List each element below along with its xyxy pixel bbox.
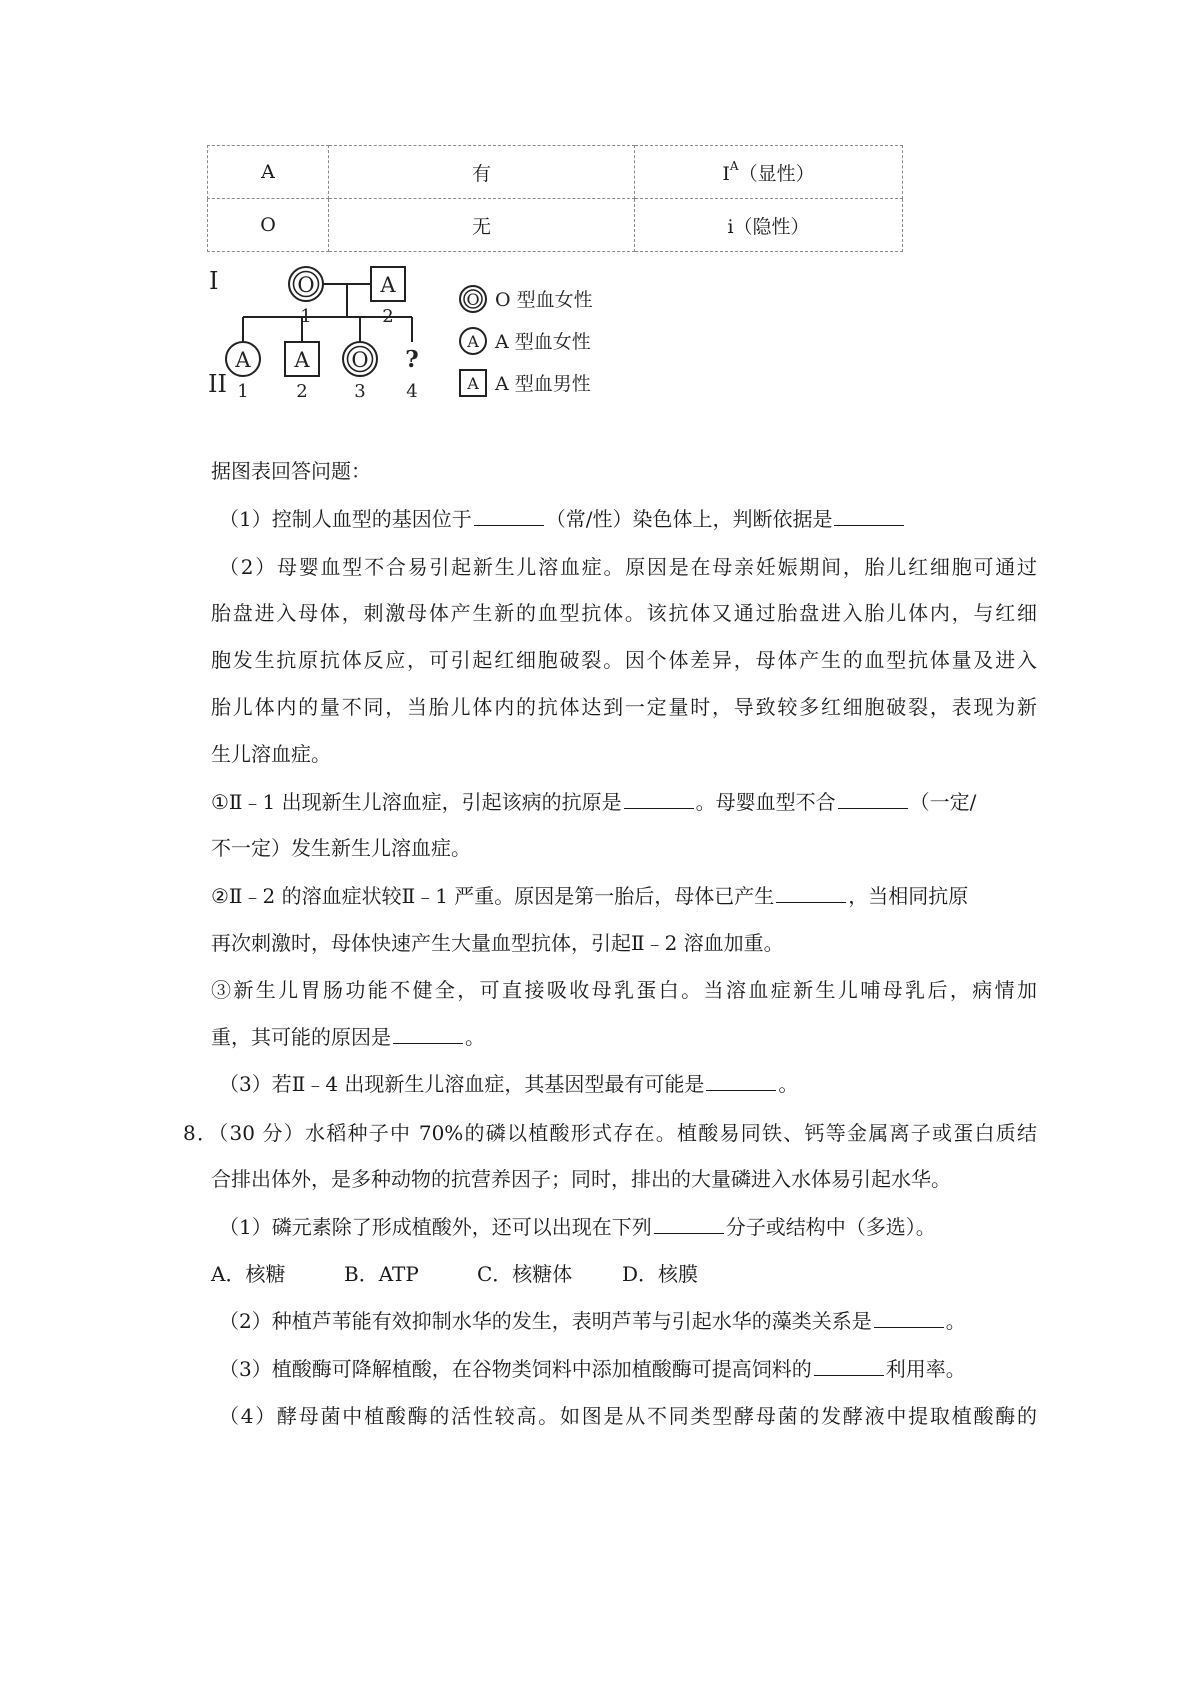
sub-question-1: ①Ⅱ﹣1 出现新生儿溶血症，引起该病的抗原是 。母婴血型不合 （一定/	[211, 790, 977, 814]
svg-text:A: A	[235, 348, 251, 372]
sub-question-2: ②Ⅱ﹣2 的溶血症状较Ⅱ﹣1 严重。原因是第一胎后，母体已产生 ，当相同抗原	[211, 884, 969, 908]
pedigree-number: 2	[296, 381, 308, 402]
question-1: （1）控制人血型的基因位于 （常/性）染色体上，判断依据是	[219, 506, 906, 532]
pedigree-number: 2	[382, 306, 394, 327]
sub-question-1-cont: 不一定）发生新生儿溶血症。	[211, 836, 471, 860]
question-2-line: 胎盘进入母体，刺激母体产生新的血型抗体。该抗体又通过胎盘进入胎儿体内，与红细	[211, 601, 1037, 625]
question-2-line: 胞发生抗原抗体反应，可引起红细胞破裂。因个体差异，母体产生的血型抗体量及进入	[211, 648, 1037, 672]
sub-question-3: ③新生儿胃肠功能不健全，可直接吸收母乳蛋白。当溶血症新生儿哺母乳后，病情加	[211, 978, 1037, 1002]
table-cell: 无	[329, 199, 635, 252]
pedigree-male-ii-2	[285, 342, 319, 376]
question-8-cont: 合排出体外，是多种动物的抗营养因子；同时，排出的大量磷进入水体易引起水华。	[211, 1167, 951, 1191]
option-b[interactable]: B．ATP	[344, 1262, 419, 1286]
intro-text: 据图表回答问题：	[211, 459, 371, 483]
table-cell: A	[208, 146, 329, 199]
legend-label: O 型血女性	[495, 289, 593, 311]
table-cell: i（隐性）	[635, 199, 903, 252]
pedigree-chart	[205, 262, 670, 442]
answer-blank[interactable]	[838, 790, 908, 809]
sub-question-3-cont: 重，其可能的原因是 。	[211, 1025, 485, 1049]
option-c[interactable]: C．核糖体	[477, 1262, 573, 1286]
table-cell: $I^A$（显性）	[635, 146, 903, 199]
question-8-1: （1）磷元素除了形成植酸外，还可以出现在下列 分子或结构中（多选）。	[219, 1215, 936, 1239]
question-3: （3）若Ⅱ﹣4 出现新生儿溶血症，其基因型最有可能是 。	[219, 1072, 799, 1096]
table-cell: 有	[329, 146, 635, 199]
pedigree-female-ii-3	[343, 342, 377, 376]
answer-blank[interactable]	[874, 1309, 944, 1328]
answer-blank[interactable]	[393, 1025, 463, 1044]
pedigree-number: 3	[354, 381, 366, 402]
table-row	[208, 146, 903, 199]
answer-blank[interactable]	[834, 507, 904, 526]
pedigree-female-1	[289, 267, 323, 301]
option-d[interactable]: D．核膜	[622, 1262, 699, 1286]
pedigree-male-2	[371, 267, 405, 301]
answer-blank[interactable]	[474, 507, 544, 526]
options-row	[211, 1261, 771, 1287]
table-cell: O	[208, 199, 329, 252]
svg-text:O: O	[466, 290, 480, 309]
question-8-4: （4）酵母菌中植酸酶的活性较高。如图是从不同类型酵母菌的发酵液中提取植酸酶的	[219, 1404, 1037, 1428]
legend-label: A 型血女性	[495, 331, 591, 353]
answer-blank[interactable]	[776, 884, 846, 903]
unknown-individual-marker: ?	[405, 346, 419, 373]
svg-text:O: O	[351, 348, 369, 372]
svg-text:O: O	[297, 273, 315, 297]
question-2-line: 生儿溶血症。	[211, 742, 331, 766]
legend-a-male	[460, 370, 591, 396]
legend-a-female	[460, 328, 591, 354]
question-8: 8．（30 分）水稻种子中 70%的磷以植酸形式存在。植酸易同铁、钙等金属离子或蛋白质结	[183, 1121, 1037, 1145]
svg-text:A: A	[294, 348, 310, 372]
blood-type-table	[207, 145, 903, 252]
generation-label-1: I	[209, 267, 219, 295]
pedigree-number: 1	[300, 306, 312, 327]
answer-blank[interactable]	[654, 1215, 724, 1234]
answer-blank[interactable]	[624, 790, 694, 809]
pedigree-number: 1	[237, 381, 249, 402]
legend-o-female	[460, 286, 593, 312]
question-8-3: （3）植酸酶可降解植酸，在谷物类饲料中添加植酸酶可提高饲料的 利用率。	[219, 1357, 966, 1381]
pedigree-number: 4	[406, 381, 418, 402]
table-row	[208, 199, 903, 252]
svg-text:A: A	[380, 273, 396, 297]
legend-label: A 型血男性	[495, 373, 591, 395]
pedigree-female-ii-1	[226, 342, 260, 376]
question-2-line: 胎儿体内的量不同，当胎儿体内的抗体达到一定量时，导致较多红细胞破裂，表现为新	[211, 695, 1037, 719]
option-a[interactable]: A．核糖	[211, 1262, 286, 1286]
svg-text:A: A	[467, 332, 479, 351]
answer-blank[interactable]	[706, 1072, 776, 1091]
sub-question-2-cont: 再次刺激时，母体快速产生大量血型抗体，引起Ⅱ﹣2 溶血加重。	[211, 931, 784, 955]
question-2-line: （2）母婴血型不合易引起新生儿溶血症。原因是在母亲妊娠期间，胎儿红细胞可通过	[219, 555, 1037, 579]
question-8-2: （2）种植芦苇能有效抑制水华的发生，表明芦苇与引起水华的藻类关系是 。	[219, 1309, 966, 1333]
generation-label-2: II	[208, 370, 227, 398]
svg-text:A: A	[467, 374, 479, 393]
answer-blank[interactable]	[814, 1357, 884, 1376]
